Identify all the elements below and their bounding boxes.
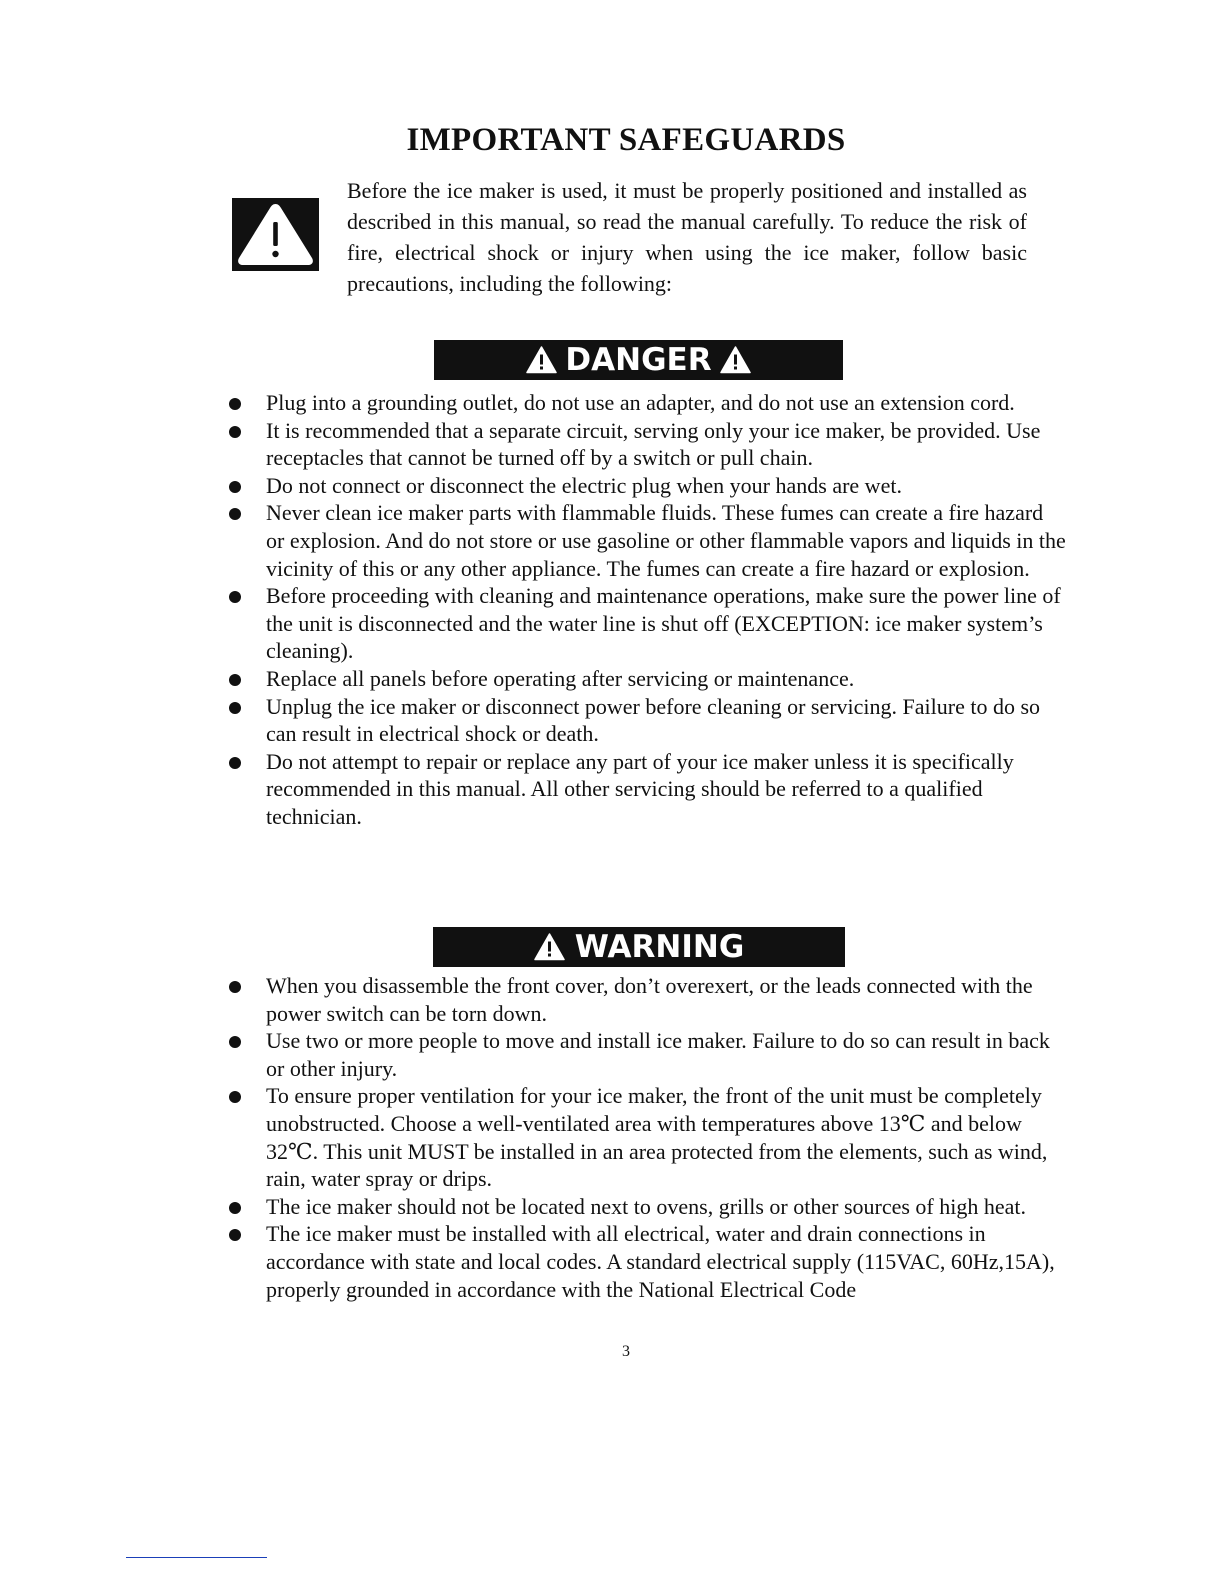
bullet-icon [229, 981, 241, 993]
list-item: The ice maker must be installed with all electrical, water and drain connections in accordance with state and local codes. A standard electrical supply (115VAC, 60Hz,15A), properly grounded in accordance with the National Electrical Code [0, 1220, 1066, 1303]
page-number: 3 [622, 1343, 630, 1360]
list-item: Never clean ice maker parts with flammable fluids. These fumes can create a fire hazard or explosion. And do not store or use gasoline or other flammable vapors and liquids in the vicinity of this or any other appliance. The fumes can create a fire hazard or explosion. [0, 499, 1066, 582]
list-item: Do not attempt to repair or replace any part of your ice maker unless it is specifically recommended in this manual. All other servicing should be referred to a qualified technician. [0, 748, 1066, 831]
warning-banner [433, 927, 845, 967]
bullet-icon [229, 1036, 241, 1048]
bullet-icon [229, 1229, 241, 1241]
danger-list [0, 389, 1066, 831]
danger-label: DANGER [565, 342, 712, 378]
bullet-icon [229, 398, 241, 410]
list-item: Unplug the ice maker or disconnect power before cleaning or servicing. Failure to do so can result in electrical shock or death. [0, 693, 1066, 748]
bullet-icon [229, 481, 241, 493]
warning-list [0, 972, 1066, 1303]
list-item: To ensure proper ventilation for your ice maker, the front of the unit must be completely unobstructed. Choose a well-ventilated area with temperatures above 13℃ and below 32℃. This unit MUST be installed in an area protected from the elements, such as wind, rain, water spray or drips. [0, 1082, 1066, 1192]
list-item: It is recommended that a separate circuit, serving only your ice maker, be provided. Use receptacles that cannot be turned off by a switch or pull chain. [0, 417, 1066, 472]
warning-triangle-icon [232, 198, 319, 271]
bullet-icon [229, 757, 241, 769]
intro-paragraph: Before the ice maker is used, it must be properly positioned and installed as described in this manual, so read the manual carefully. To reduce the risk of fire, electrical shock or injury when using the ice maker, follow basic precautions, including the following: [347, 178, 1027, 296]
list-item: Replace all panels before operating after servicing or maintenance. [0, 665, 1066, 693]
bullet-icon [229, 508, 241, 520]
list-item: The ice maker should not be located next to ovens, grills or other sources of high heat. [0, 1193, 1066, 1221]
warning-label: WARNING [574, 929, 745, 965]
warning-triangle-icon [526, 346, 557, 374]
bullet-icon [229, 591, 241, 603]
bullet-icon [229, 702, 241, 714]
bullet-icon [229, 1202, 241, 1214]
list-item: Use two or more people to move and install ice maker. Failure to do so can result in back or other injury. [0, 1027, 1066, 1082]
bullet-icon [229, 1091, 241, 1103]
footer-divider [126, 1557, 267, 1558]
warning-triangle-icon [720, 346, 751, 374]
bullet-icon [229, 674, 241, 686]
list-item: Before proceeding with cleaning and maintenance operations, make sure the power line of the unit is disconnected and the water line is shut off (EXCEPTION: ice maker system’s cleaning). [0, 582, 1066, 665]
list-item: Do not connect or disconnect the electric plug when your hands are wet. [0, 472, 1066, 500]
danger-banner [434, 340, 843, 380]
page-title: IMPORTANT SAFEGUARDS [406, 122, 846, 158]
list-item: When you disassemble the front cover, don’t overexert, or the leads connected with the power switch can be torn down. [0, 972, 1066, 1027]
bullet-icon [229, 426, 241, 438]
warning-triangle-icon [534, 933, 565, 961]
list-item: Plug into a grounding outlet, do not use an adapter, and do not use an extension cord. [0, 389, 1066, 417]
